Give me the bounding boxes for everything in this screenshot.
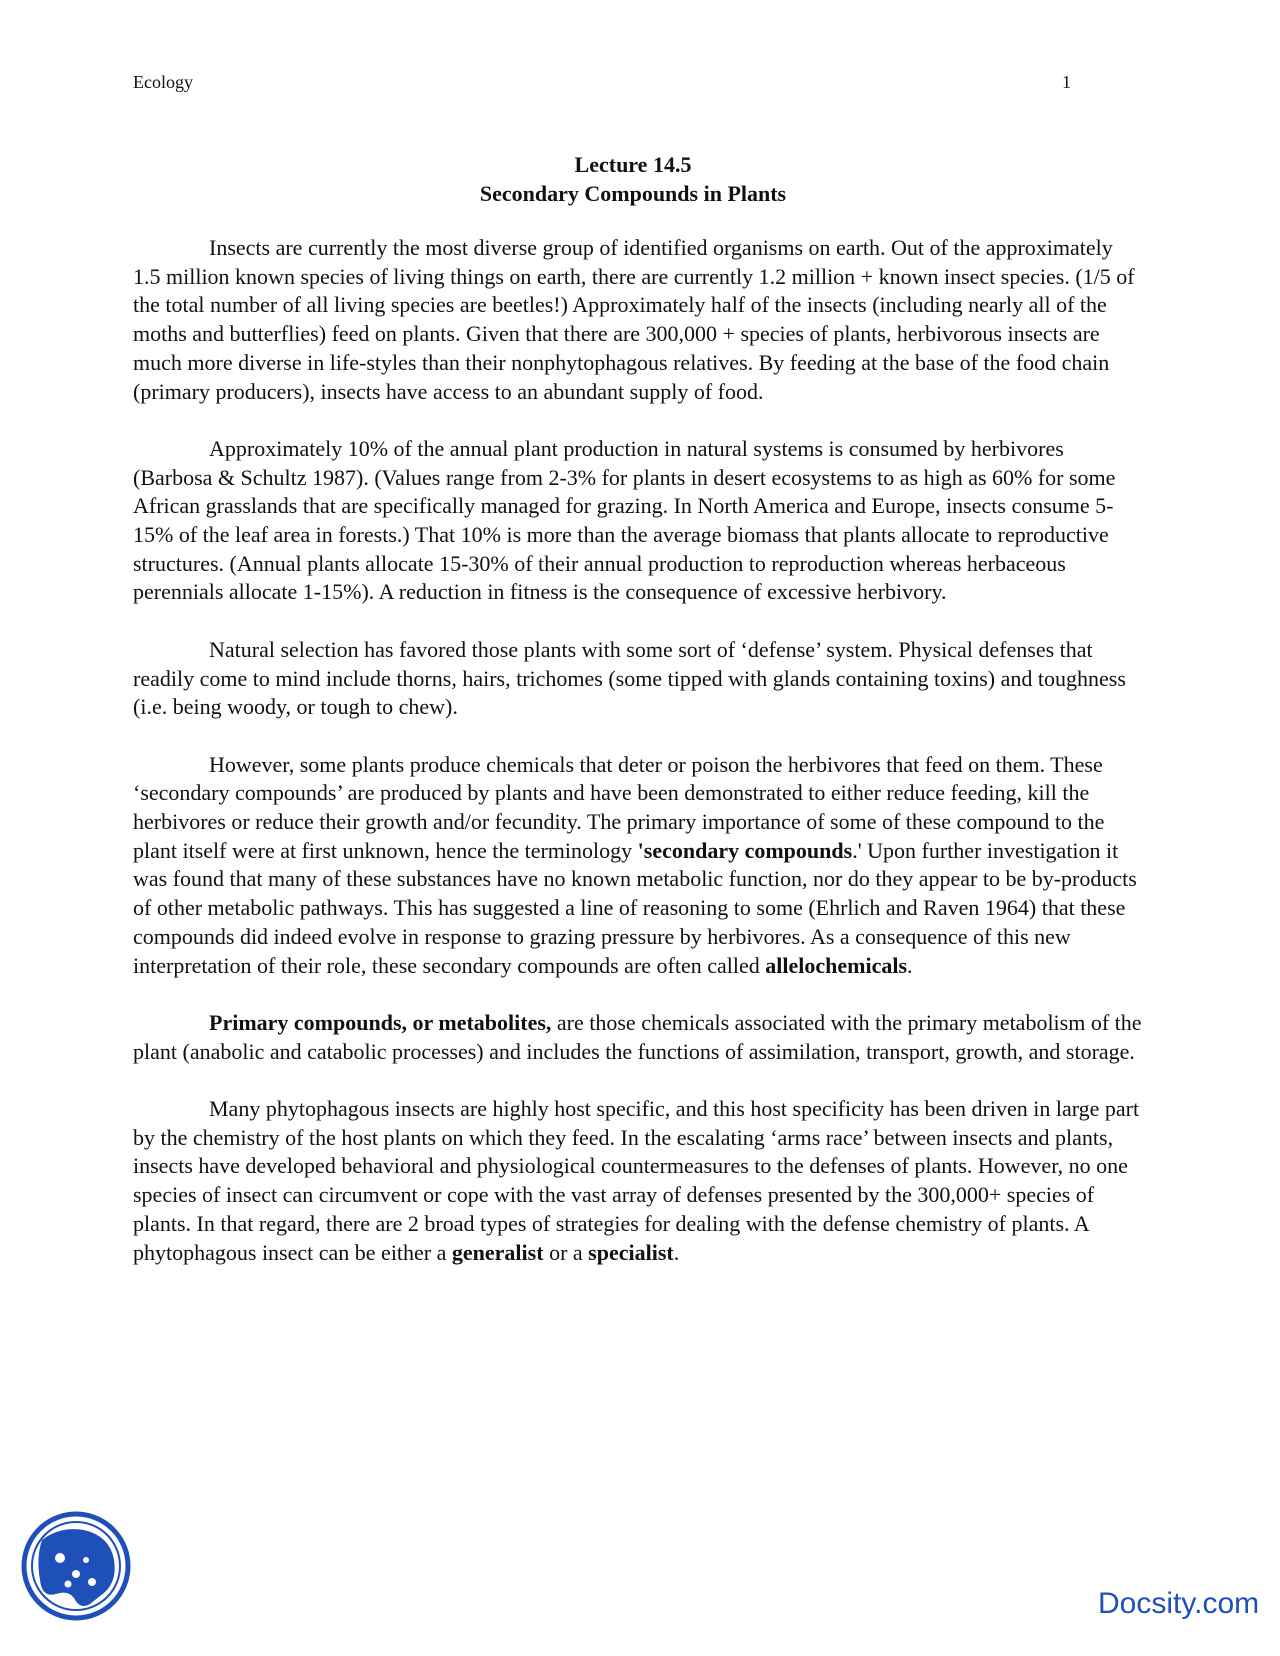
paragraph-1: Insects are currently the most diverse group of identified organisms on earth. Out of the approximately 1.5 million known species of living things on earth, there are currently 1.2 million + known insect species. (1/5 of the total number of all living species are beetles!) Approximately half of the insects (including nearly all of the moths and butterflies) feed on plants. Given that there are 300,000 + species of plants, herbivorous insects are much more diverse in life-styles than their nonphytophagous relatives. By feeding at the base of the food chain (primary producers), insects have access to an abundant supply of food.	[133, 235, 1135, 404]
paragraph-4-text: However, some plants produce chemicals that deter or poison the herbivores that feed on them. These ‘secondary compounds’ are produced by plants and have been demonstrated to either reduce feeding, kill the herbivores or reduce their growth and/or fecundity. The primary importance of some of these compound to the plant itself were at first unknown, hence the terminology	[133, 751, 1105, 863]
docsity-brand-text[interactable]: Docsity.com	[1098, 1587, 1260, 1620]
paragraph-6-text-cont: or a	[543, 1239, 589, 1265]
lecture-body	[133, 234, 1143, 1296]
course-name: Ecology	[133, 72, 193, 92]
term-secondary-compounds: 'secondary compounds	[637, 837, 853, 863]
paragraph-6-text: Many phytophagous insects are highly host specific, and this host specificity has been driven in large part by the chemistry of the host plants on which they feed. In the escalating ‘arms race’ between insects and plants, insects have developed behavioral and physiological countermeasures to the defenses of plants. However, no one species of insect can circumvent or cope with the vast array of defenses presented by the 300,000+ species of plants. In that regard, there are 2 broad types of strategies for dealing with the defense chemistry of plants. A phytophagous insect can be either a	[133, 1096, 1140, 1265]
lecture-title: Secondary Compounds in Plants	[479, 181, 787, 206]
paragraph-4-end: .	[907, 952, 913, 978]
term-generalist: generalist	[451, 1239, 544, 1265]
lecture-title-block	[133, 150, 1133, 208]
term-primary-compounds: Primary compounds, or metabolites,	[209, 1009, 552, 1035]
paragraph-2: Approximately 10% of the annual plant production in natural systems is consumed by herbivores (Barbosa & Schultz 1987). (Values range from 2-3% for plants in desert ecosystems to as high as 60% for some African grasslands that are specifically managed for grazing. In North America and Europe, insects consume 5-15% of the leaf area in forests.) That 10% is more than the average biomass that plants allocate to reproductive structures. (Annual plants allocate 15-30% of their annual production to reproduction whereas herbaceous perennials allocate 1-15%). A reduction in fitness is the consequence of excessive herbivory.	[133, 435, 1116, 605]
paragraph-4	[133, 751, 1143, 981]
paragraph-3: Natural selection has favored those plants with some sort of ‘defense’ system. Physical defenses that readily come to mind include thorns, hairs, trichomes (some tipped with glands containing toxins) and toughness (i.e. being woody, or tough to chew).	[133, 636, 1126, 720]
term-allelochemicals: allelochemicals	[765, 952, 908, 978]
term-specialist: specialist	[588, 1239, 674, 1265]
docsity-logo-icon	[20, 1510, 132, 1622]
page-header	[133, 72, 1071, 93]
paragraph-4-text-cont: .' Upon further investigation it was found that many of these substances have no known metabolic function, nor do they appear to be by-products of other metabolic pathways. This has suggested a line of reasoning to some (Ehrlich and Raven 1964) that these compounds did indeed evolve in response to grazing pressure by herbivores. As a consequence of this new interpretation of their role, these secondary compounds are often called	[133, 837, 1137, 978]
paragraph-6	[133, 1095, 1143, 1267]
paragraph-5-text: are those chemicals associated with the primary metabolism of the plant (anabolic and catabolic processes) and includes the functions of assimilation, transport, growth, and storage.	[133, 1009, 1142, 1064]
lecture-number: Lecture 14.5	[574, 152, 692, 177]
page-number: 1	[1062, 72, 1071, 92]
paragraph-5	[133, 1009, 1143, 1066]
paragraph-6-end: .	[673, 1239, 680, 1265]
